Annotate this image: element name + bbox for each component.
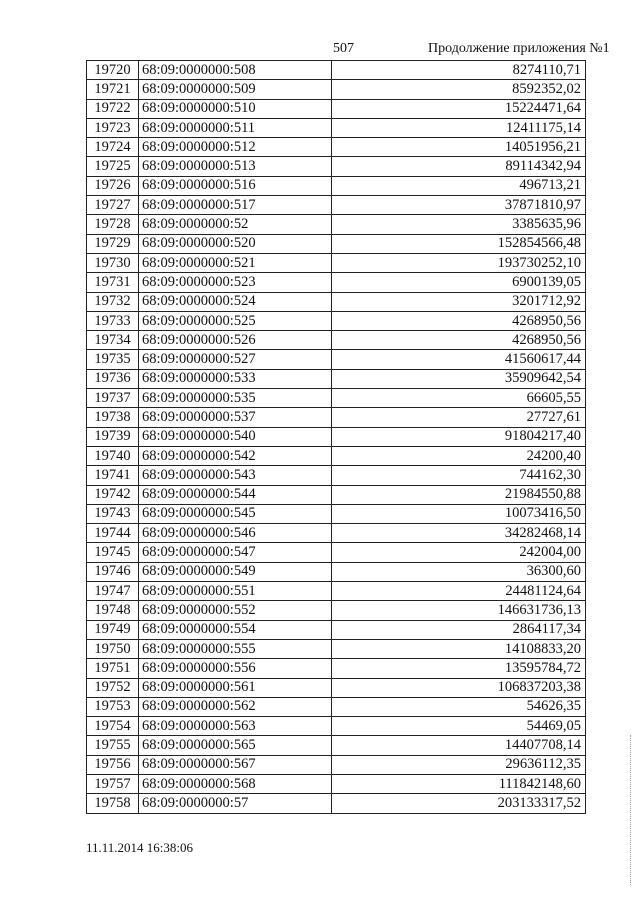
row-number-cell: 19742 bbox=[87, 485, 139, 504]
cadastral-number-cell: 68:09:0000000:567 bbox=[139, 755, 332, 774]
cadastral-value-cell: 193730252,10 bbox=[332, 253, 586, 272]
page-number: 507 bbox=[333, 41, 354, 56]
cadastral-value-cell: 29636112,35 bbox=[332, 755, 586, 774]
row-number-cell: 19721 bbox=[87, 80, 139, 99]
cadastral-value-cell: 203133317,52 bbox=[332, 794, 586, 813]
cadastral-value-cell: 6900139,05 bbox=[332, 273, 586, 292]
cadastral-value-cell: 242004,00 bbox=[332, 543, 586, 562]
cadastral-value-cell: 14051956,21 bbox=[332, 138, 586, 157]
row-number-cell: 19731 bbox=[87, 273, 139, 292]
row-number-cell: 19756 bbox=[87, 755, 139, 774]
cadastral-value-cell: 54626,35 bbox=[332, 697, 586, 716]
cadastral-number-cell: 68:09:0000000:510 bbox=[139, 99, 332, 118]
row-number-cell: 19730 bbox=[87, 253, 139, 272]
cadastral-value-cell: 15224471,64 bbox=[332, 99, 586, 118]
row-number-cell: 19732 bbox=[87, 292, 139, 311]
row-number-cell: 19738 bbox=[87, 408, 139, 427]
cadastral-value-cell: 24200,40 bbox=[332, 446, 586, 465]
table-body bbox=[87, 61, 586, 814]
cadastral-number-cell: 68:09:0000000:57 bbox=[139, 794, 332, 813]
cadastral-value-cell: 36300,60 bbox=[332, 562, 586, 581]
table-row bbox=[87, 678, 586, 697]
cadastral-number-cell: 68:09:0000000:555 bbox=[139, 639, 332, 658]
row-number-cell: 19751 bbox=[87, 659, 139, 678]
cadastral-value-cell: 496713,21 bbox=[332, 176, 586, 195]
table-row bbox=[87, 446, 586, 465]
table-row bbox=[87, 736, 586, 755]
cadastral-value-cell: 14108833,20 bbox=[332, 639, 586, 658]
table-row bbox=[87, 176, 586, 195]
table-row bbox=[87, 196, 586, 215]
cadastral-value-cell: 21984550,88 bbox=[332, 485, 586, 504]
row-number-cell: 19733 bbox=[87, 311, 139, 330]
cadastral-value-cell: 744162,30 bbox=[332, 466, 586, 485]
cadastral-number-cell: 68:09:0000000:521 bbox=[139, 253, 332, 272]
table-row bbox=[87, 253, 586, 272]
cadastral-number-cell: 68:09:0000000:523 bbox=[139, 273, 332, 292]
table-row bbox=[87, 562, 586, 581]
cadastral-number-cell: 68:09:0000000:526 bbox=[139, 331, 332, 350]
table-row bbox=[87, 504, 586, 523]
table-row bbox=[87, 311, 586, 330]
cadastral-value-cell: 27727,61 bbox=[332, 408, 586, 427]
scan-edge-mark bbox=[630, 735, 632, 885]
row-number-cell: 19728 bbox=[87, 215, 139, 234]
cadastral-number-cell: 68:09:0000000:551 bbox=[139, 582, 332, 601]
table-row bbox=[87, 61, 586, 80]
table-row bbox=[87, 118, 586, 137]
row-number-cell: 19729 bbox=[87, 234, 139, 253]
cadastral-value-cell: 37871810,97 bbox=[332, 196, 586, 215]
cadastral-number-cell: 68:09:0000000:524 bbox=[139, 292, 332, 311]
table-row bbox=[87, 601, 586, 620]
page-caption: Продолжение приложения №1 bbox=[428, 41, 610, 56]
row-number-cell: 19739 bbox=[87, 427, 139, 446]
cadastral-value-cell: 91804217,40 bbox=[332, 427, 586, 446]
cadastral-number-cell: 68:09:0000000:561 bbox=[139, 678, 332, 697]
cadastral-number-cell: 68:09:0000000:508 bbox=[139, 61, 332, 80]
table-row bbox=[87, 774, 586, 793]
table-row bbox=[87, 466, 586, 485]
row-number-cell: 19750 bbox=[87, 639, 139, 658]
row-number-cell: 19754 bbox=[87, 717, 139, 736]
cadastral-value-cell: 8274110,71 bbox=[332, 61, 586, 80]
table-row bbox=[87, 99, 586, 118]
row-number-cell: 19734 bbox=[87, 331, 139, 350]
cadastral-value-table bbox=[86, 60, 586, 814]
table-row bbox=[87, 485, 586, 504]
row-number-cell: 19725 bbox=[87, 157, 139, 176]
cadastral-number-cell: 68:09:0000000:545 bbox=[139, 504, 332, 523]
cadastral-value-cell: 12411175,14 bbox=[332, 118, 586, 137]
cadastral-number-cell: 68:09:0000000:549 bbox=[139, 562, 332, 581]
cadastral-number-cell: 68:09:0000000:512 bbox=[139, 138, 332, 157]
table-row bbox=[87, 215, 586, 234]
row-number-cell: 19741 bbox=[87, 466, 139, 485]
cadastral-number-cell: 68:09:0000000:568 bbox=[139, 774, 332, 793]
cadastral-number-cell: 68:09:0000000:52 bbox=[139, 215, 332, 234]
row-number-cell: 19755 bbox=[87, 736, 139, 755]
cadastral-value-cell: 66605,55 bbox=[332, 389, 586, 408]
row-number-cell: 19720 bbox=[87, 61, 139, 80]
cadastral-number-cell: 68:09:0000000:543 bbox=[139, 466, 332, 485]
cadastral-value-cell: 14407708,14 bbox=[332, 736, 586, 755]
row-number-cell: 19723 bbox=[87, 118, 139, 137]
cadastral-value-cell: 24481124,64 bbox=[332, 582, 586, 601]
cadastral-value-cell: 146631736,13 bbox=[332, 601, 586, 620]
table-row bbox=[87, 620, 586, 639]
cadastral-number-cell: 68:09:0000000:562 bbox=[139, 697, 332, 716]
row-number-cell: 19747 bbox=[87, 582, 139, 601]
table-row bbox=[87, 582, 586, 601]
cadastral-number-cell: 68:09:0000000:511 bbox=[139, 118, 332, 137]
row-number-cell: 19743 bbox=[87, 504, 139, 523]
table-row bbox=[87, 697, 586, 716]
cadastral-number-cell: 68:09:0000000:547 bbox=[139, 543, 332, 562]
cadastral-value-cell: 4268950,56 bbox=[332, 311, 586, 330]
cadastral-number-cell: 68:09:0000000:525 bbox=[139, 311, 332, 330]
table-row bbox=[87, 717, 586, 736]
row-number-cell: 19727 bbox=[87, 196, 139, 215]
cadastral-number-cell: 68:09:0000000:563 bbox=[139, 717, 332, 736]
table-row bbox=[87, 543, 586, 562]
cadastral-number-cell: 68:09:0000000:544 bbox=[139, 485, 332, 504]
cadastral-number-cell: 68:09:0000000:565 bbox=[139, 736, 332, 755]
table-row bbox=[87, 80, 586, 99]
cadastral-value-cell: 89114342,94 bbox=[332, 157, 586, 176]
table-row bbox=[87, 794, 586, 813]
row-number-cell: 19746 bbox=[87, 562, 139, 581]
cadastral-value-cell: 10073416,50 bbox=[332, 504, 586, 523]
table-row bbox=[87, 639, 586, 658]
cadastral-value-cell: 35909642,54 bbox=[332, 369, 586, 388]
cadastral-number-cell: 68:09:0000000:542 bbox=[139, 446, 332, 465]
cadastral-number-cell: 68:09:0000000:516 bbox=[139, 176, 332, 195]
table-row bbox=[87, 350, 586, 369]
cadastral-number-cell: 68:09:0000000:552 bbox=[139, 601, 332, 620]
table-row bbox=[87, 157, 586, 176]
row-number-cell: 19724 bbox=[87, 138, 139, 157]
table-row bbox=[87, 427, 586, 446]
cadastral-number-cell: 68:09:0000000:554 bbox=[139, 620, 332, 639]
table-row bbox=[87, 389, 586, 408]
cadastral-value-cell: 34282468,14 bbox=[332, 524, 586, 543]
row-number-cell: 19726 bbox=[87, 176, 139, 195]
cadastral-number-cell: 68:09:0000000:513 bbox=[139, 157, 332, 176]
row-number-cell: 19748 bbox=[87, 601, 139, 620]
cadastral-value-cell: 54469,05 bbox=[332, 717, 586, 736]
row-number-cell: 19749 bbox=[87, 620, 139, 639]
cadastral-value-cell: 3201712,92 bbox=[332, 292, 586, 311]
table-row bbox=[87, 755, 586, 774]
cadastral-value-cell: 8592352,02 bbox=[332, 80, 586, 99]
row-number-cell: 19757 bbox=[87, 774, 139, 793]
cadastral-number-cell: 68:09:0000000:533 bbox=[139, 369, 332, 388]
cadastral-number-cell: 68:09:0000000:517 bbox=[139, 196, 332, 215]
cadastral-value-cell: 13595784,72 bbox=[332, 659, 586, 678]
cadastral-number-cell: 68:09:0000000:520 bbox=[139, 234, 332, 253]
cadastral-value-cell: 152854566,48 bbox=[332, 234, 586, 253]
row-number-cell: 19740 bbox=[87, 446, 139, 465]
cadastral-value-cell: 2864117,34 bbox=[332, 620, 586, 639]
print-timestamp: 11.11.2014 16:38:06 bbox=[86, 840, 194, 855]
table-row bbox=[87, 138, 586, 157]
table-row bbox=[87, 234, 586, 253]
row-number-cell: 19722 bbox=[87, 99, 139, 118]
cadastral-value-cell: 4268950,56 bbox=[332, 331, 586, 350]
table-row bbox=[87, 273, 586, 292]
table-row bbox=[87, 524, 586, 543]
row-number-cell: 19752 bbox=[87, 678, 139, 697]
cadastral-number-cell: 68:09:0000000:537 bbox=[139, 408, 332, 427]
cadastral-number-cell: 68:09:0000000:509 bbox=[139, 80, 332, 99]
row-number-cell: 19744 bbox=[87, 524, 139, 543]
row-number-cell: 19736 bbox=[87, 369, 139, 388]
row-number-cell: 19758 bbox=[87, 794, 139, 813]
cadastral-number-cell: 68:09:0000000:556 bbox=[139, 659, 332, 678]
cadastral-value-cell: 3385635,96 bbox=[332, 215, 586, 234]
row-number-cell: 19737 bbox=[87, 389, 139, 408]
table-row bbox=[87, 659, 586, 678]
table-row bbox=[87, 331, 586, 350]
table-row bbox=[87, 369, 586, 388]
cadastral-value-cell: 111842148,60 bbox=[332, 774, 586, 793]
table-row bbox=[87, 408, 586, 427]
cadastral-value-cell: 41560617,44 bbox=[332, 350, 586, 369]
row-number-cell: 19753 bbox=[87, 697, 139, 716]
cadastral-number-cell: 68:09:0000000:527 bbox=[139, 350, 332, 369]
cadastral-number-cell: 68:09:0000000:546 bbox=[139, 524, 332, 543]
row-number-cell: 19735 bbox=[87, 350, 139, 369]
cadastral-value-cell: 106837203,38 bbox=[332, 678, 586, 697]
cadastral-number-cell: 68:09:0000000:535 bbox=[139, 389, 332, 408]
table-row bbox=[87, 292, 586, 311]
cadastral-number-cell: 68:09:0000000:540 bbox=[139, 427, 332, 446]
row-number-cell: 19745 bbox=[87, 543, 139, 562]
